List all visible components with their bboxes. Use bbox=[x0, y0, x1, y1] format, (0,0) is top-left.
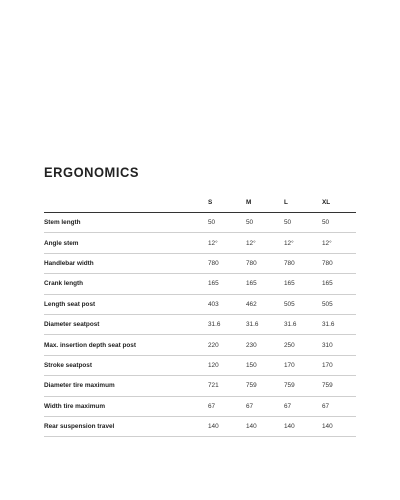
cell-size-l: 67 bbox=[284, 396, 322, 416]
cell-size-l: 12° bbox=[284, 233, 322, 253]
table-row bbox=[44, 294, 356, 314]
header-row bbox=[44, 192, 356, 213]
header-label-column bbox=[44, 192, 208, 213]
row-label: Crank length bbox=[44, 274, 208, 294]
ergonomics-table bbox=[44, 192, 356, 437]
cell-size-m: 759 bbox=[246, 376, 284, 396]
cell-size-m: 150 bbox=[246, 355, 284, 375]
cell-size-xl: 165 bbox=[322, 274, 356, 294]
cell-size-l: 50 bbox=[284, 213, 322, 233]
cell-size-l: 165 bbox=[284, 274, 322, 294]
row-label: Stroke seatpost bbox=[44, 355, 208, 375]
table-row bbox=[44, 314, 356, 334]
cell-size-m: 67 bbox=[246, 396, 284, 416]
cell-size-xl: 170 bbox=[322, 355, 356, 375]
table-header bbox=[44, 192, 356, 213]
cell-size-m: 165 bbox=[246, 274, 284, 294]
cell-size-xl: 505 bbox=[322, 294, 356, 314]
cell-size-l: 250 bbox=[284, 335, 322, 355]
cell-size-xl: 780 bbox=[322, 253, 356, 273]
table-row bbox=[44, 335, 356, 355]
header-size-s: S bbox=[208, 192, 246, 213]
row-label: Rear suspension travel bbox=[44, 416, 208, 436]
cell-size-l: 170 bbox=[284, 355, 322, 375]
table-row bbox=[44, 253, 356, 273]
table-row bbox=[44, 376, 356, 396]
ergonomics-section bbox=[44, 162, 356, 431]
row-label: Angle stem bbox=[44, 233, 208, 253]
cell-size-s: 721 bbox=[208, 376, 246, 396]
cell-size-s: 140 bbox=[208, 416, 246, 436]
table-row bbox=[44, 213, 356, 233]
table-row bbox=[44, 233, 356, 253]
header-size-xl: XL bbox=[322, 192, 356, 213]
cell-size-m: 12° bbox=[246, 233, 284, 253]
cell-size-xl: 140 bbox=[322, 416, 356, 436]
cell-size-l: 505 bbox=[284, 294, 322, 314]
header-size-l: L bbox=[284, 192, 322, 213]
cell-size-m: 31.6 bbox=[246, 314, 284, 334]
cell-size-xl: 12° bbox=[322, 233, 356, 253]
cell-size-xl: 50 bbox=[322, 213, 356, 233]
cell-size-s: 67 bbox=[208, 396, 246, 416]
cell-size-m: 230 bbox=[246, 335, 284, 355]
cell-size-l: 31.6 bbox=[284, 314, 322, 334]
table-row bbox=[44, 355, 356, 375]
cell-size-xl: 31.6 bbox=[322, 314, 356, 334]
cell-size-m: 140 bbox=[246, 416, 284, 436]
cell-size-s: 12° bbox=[208, 233, 246, 253]
cell-size-s: 780 bbox=[208, 253, 246, 273]
cell-size-xl: 310 bbox=[322, 335, 356, 355]
cell-size-l: 780 bbox=[284, 253, 322, 273]
cell-size-m: 50 bbox=[246, 213, 284, 233]
row-label: Width tire maximum bbox=[44, 396, 208, 416]
header-size-m: M bbox=[246, 192, 284, 213]
cell-size-s: 220 bbox=[208, 335, 246, 355]
table-row bbox=[44, 416, 356, 436]
row-label: Handlebar width bbox=[44, 253, 208, 273]
cell-size-s: 403 bbox=[208, 294, 246, 314]
section-title: ERGONOMICS bbox=[44, 164, 139, 180]
row-label: Length seat post bbox=[44, 294, 208, 314]
table-row bbox=[44, 274, 356, 294]
row-label: Diameter seatpost bbox=[44, 314, 208, 334]
row-label: Max. insertion depth seat post bbox=[44, 335, 208, 355]
cell-size-m: 780 bbox=[246, 253, 284, 273]
table-row bbox=[44, 396, 356, 416]
cell-size-l: 759 bbox=[284, 376, 322, 396]
cell-size-s: 31.6 bbox=[208, 314, 246, 334]
cell-size-xl: 759 bbox=[322, 376, 356, 396]
row-label: Diameter tire maximum bbox=[44, 376, 208, 396]
cell-size-l: 140 bbox=[284, 416, 322, 436]
cell-size-s: 120 bbox=[208, 355, 246, 375]
cell-size-xl: 67 bbox=[322, 396, 356, 416]
table-body bbox=[44, 213, 356, 437]
row-label: Stem length bbox=[44, 213, 208, 233]
cell-size-s: 165 bbox=[208, 274, 246, 294]
cell-size-m: 462 bbox=[246, 294, 284, 314]
cell-size-s: 50 bbox=[208, 213, 246, 233]
